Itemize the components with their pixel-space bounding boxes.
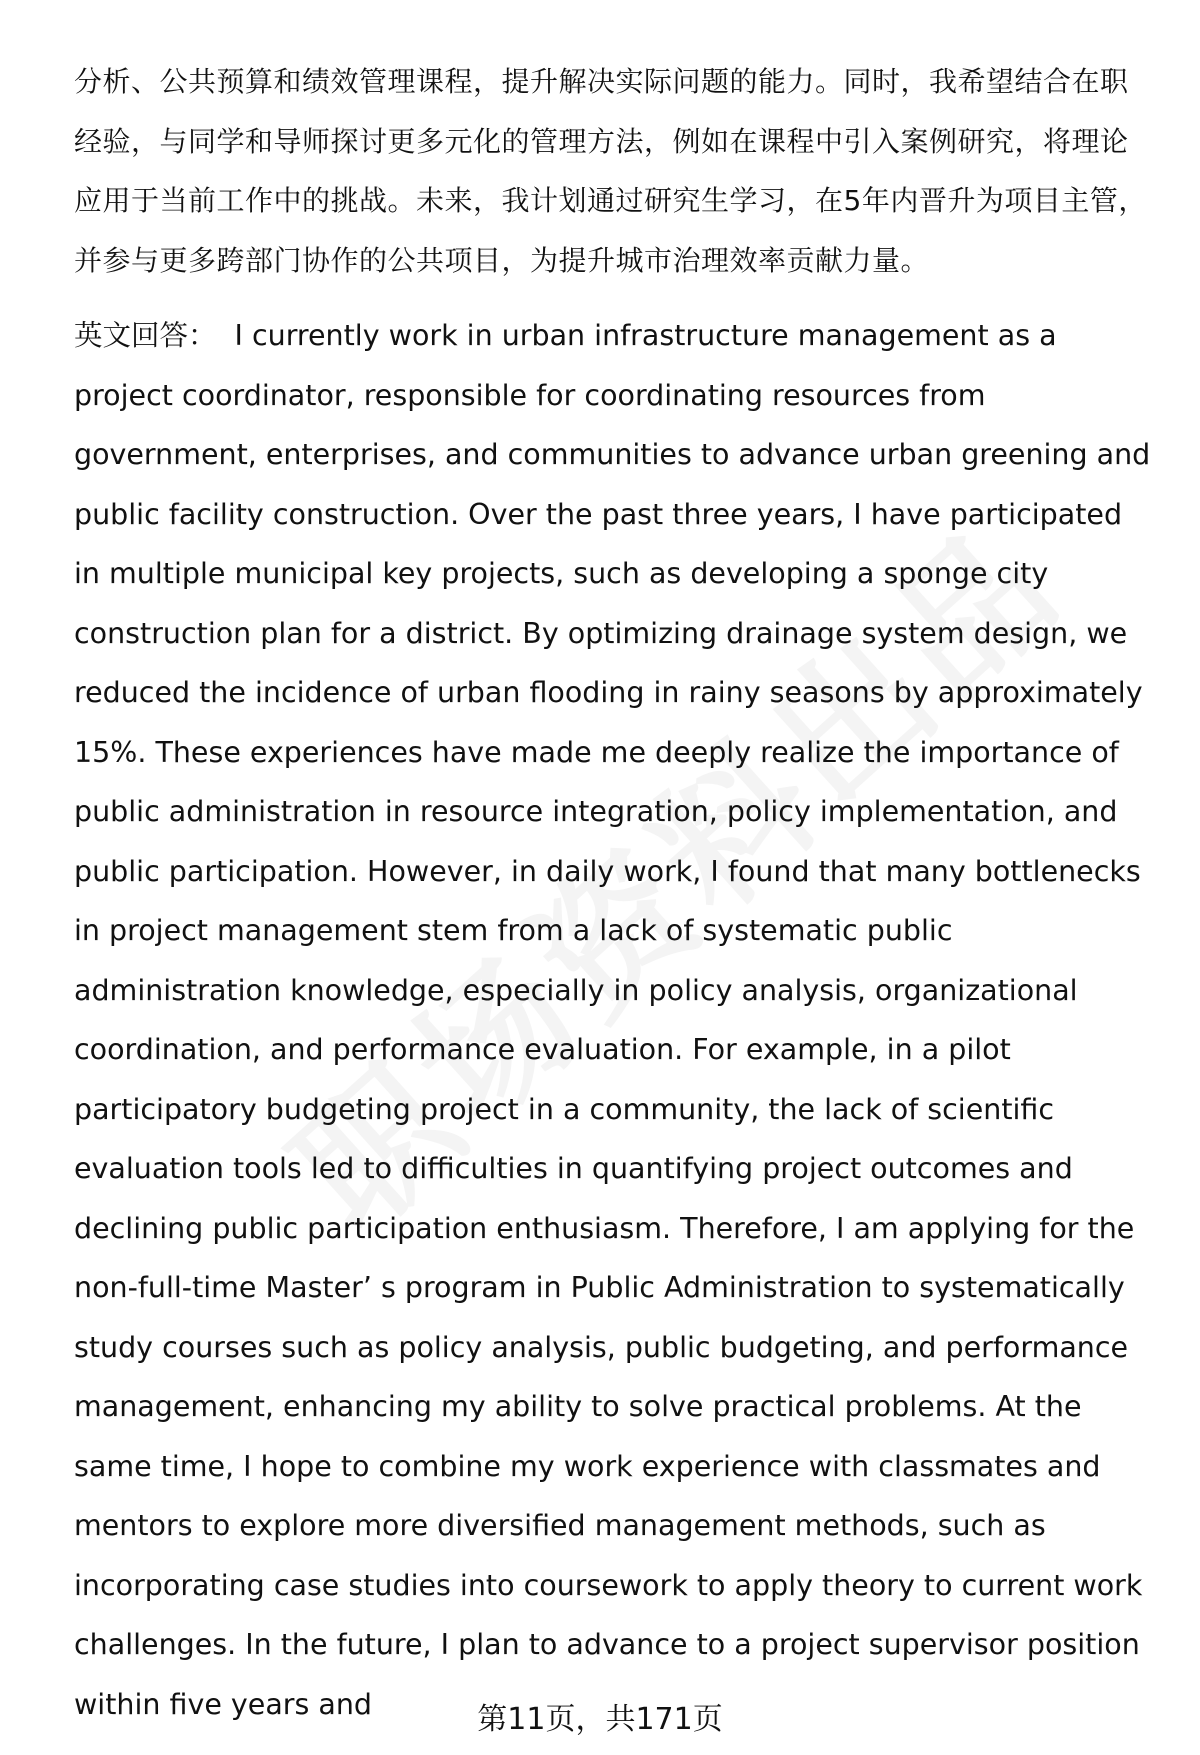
page-number-footer: 第11页，共171页 (477, 1702, 723, 1737)
english-answer-label: 英文回答： (74, 319, 217, 352)
document-body (74, 52, 1152, 1734)
chinese-paragraph: 分析、公共预算和绩效管理课程，提升解决实际问题的能力。同时，我希望结合在职经验，与同学和导师探讨更多元化的管理方法，例如在课程中引入案例研究，将理论应用于当前工作中的挑战。未来，我计划通过研究生学习，在5年内晋升为项目主管，并参与更多跨部门协作的公共项目，为提升城市治理效率贡献力量。 (74, 65, 1147, 277)
english-answer-paragraph (74, 306, 1152, 1734)
english-answer-text: I currently work in urban infrastructure management as a project coordinator, responsible for coordinating resources from government, enterprises, and communities to advance urban greening and public facility construction. Over the past three years, I have participated in multiple municipal key projects, such as developing a sponge city construction plan for a district. By optimizing drainage system design, we reduced the incidence of urban flooding in rainy seasons by approximately 15%. These experiences have made me deeply realize the importance of public administration in resource integration, policy implementation, and public participation. However, in daily work, I found that many bottlenecks in project management stem from a lack of systematic public administration knowledge, especially in policy analysis, organizational coordination, and performance evaluation. For example, in a pilot participatory budgeting project in a community, the lack of scientific evaluation tools led to difficulties in quantifying project outcomes and declining public participation enthusiasm. Therefore, I am applying for the non-full-time Master’ s program in Public Administration to systematically study courses such as policy analysis, public budgeting, and performance management, enhancing my ability to solve practical problems. At the same time, I hope to combine my work experience with classmates and mentors to explore more diversified management methods, such as incorporating case studies into coursework to apply theory to current work challenges. In the future, I plan to advance to a project supervisor position within five years and (74, 319, 1151, 1721)
